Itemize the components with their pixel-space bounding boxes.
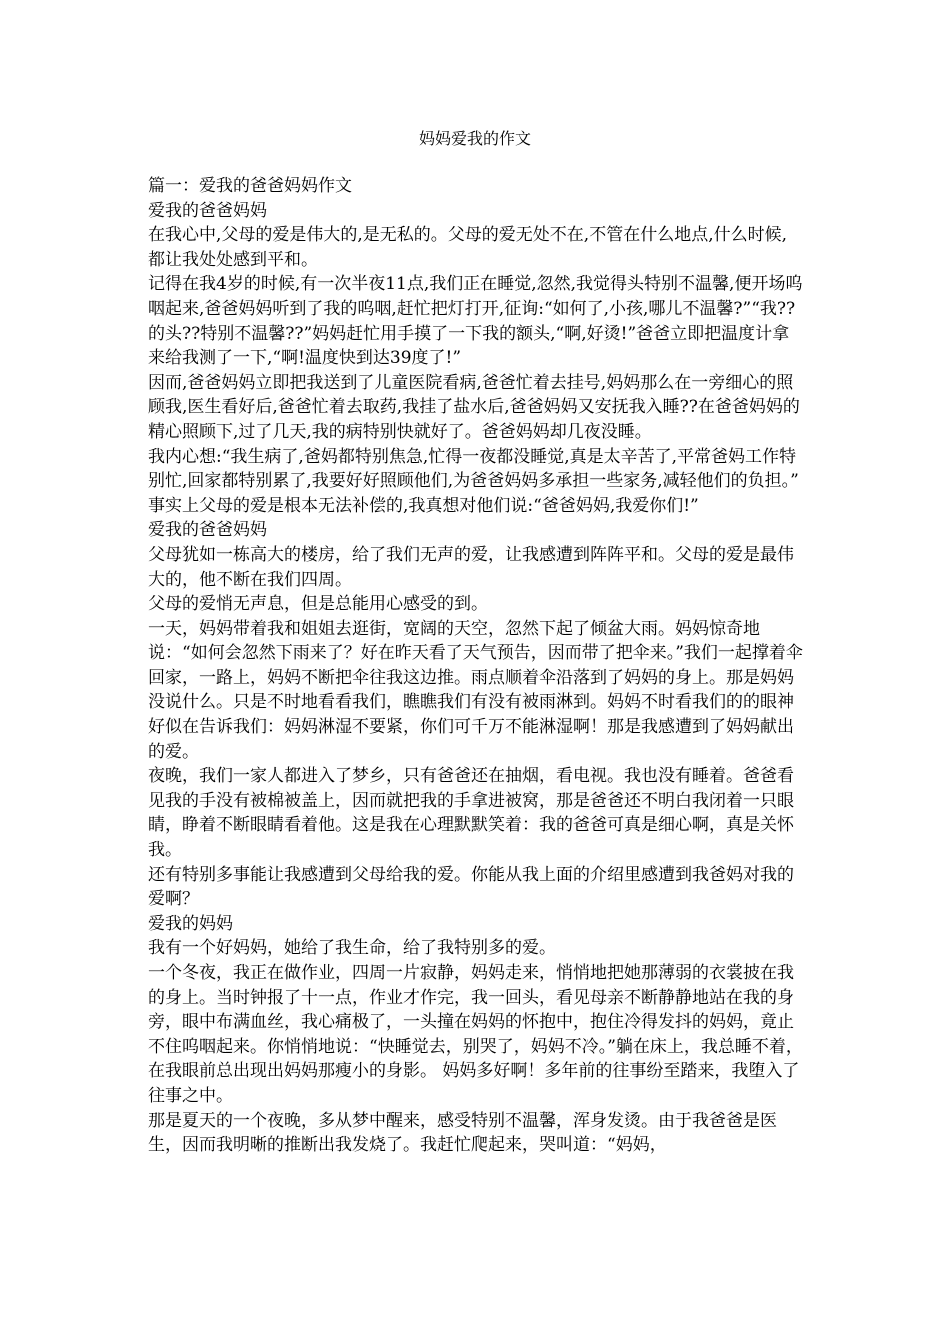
paragraph: 还有特别多事能让我感遭到父母给我的爱。你能从我上面的介绍里感遭到我爸妈对我的爱啊？ xyxy=(148,864,794,910)
paragraph: 我有一个好妈妈，她给了我生命，给了我特别多的爱。 xyxy=(148,938,556,959)
paragraph: 父母的爱悄无声息，但是总能用心感受的到。 xyxy=(148,594,488,615)
document-body xyxy=(148,174,804,1158)
paragraph: 记得在我4岁的时候,有一次半夜11点,我们正在睡觉,忽然,我觉得头特别不温馨,便开场呜咽起来,爸爸妈妈听到了我的呜咽,赶忙把灯打开,征询:“如何了,小孩,哪儿不温馨?”“我??的头??特别不温馨??”妈妈赶忙用手摸了一下我的额头,“啊,好烫!”爸爸立即把温度计拿来给我测了一下,“啊!温度快到达39度了!” xyxy=(148,274,803,369)
paragraph: 我内心想:“我生病了,爸妈都特别焦急,忙得一夜都没睡觉,真是太辛苦了,平常爸妈工作特别忙,回家都特别累了,我要好好照顾他们,为爸爸妈妈多承担一些家务,减轻他们的负担。” xyxy=(148,446,799,492)
paragraph: 事实上父母的爱是根本无法补偿的,我真想对他们说:“爸爸妈妈,我爱你们!” xyxy=(148,495,699,516)
paragraph: 父母犹如一栋高大的楼房，给了我们无声的爱，让我感遭到阵阵平和。父母的爱是最伟大的，他不断在我们四周。 xyxy=(148,544,794,590)
document-title: 妈妈爱我的作文 xyxy=(418,129,531,148)
paragraph: 爱我的妈妈 xyxy=(148,913,233,934)
paragraph: 一天，妈妈带着我和姐姐去逛街，宽阔的天空，忽然下起了倾盆大雨。妈妈惊奇地说：“如何会忽然下雨来了？好在昨天看了天气预告，因而带了把伞来。”我们一起撑着伞回家，一路上，妈妈不断把伞往我这边推。雨点顺着伞沿落到了妈妈的身上。那是妈妈没说什么。只是不时地看看我们，瞧瞧我们有没有被雨淋到。妈妈不时看我们的的眼神好似在告诉我们：妈妈淋湿不要紧，你们可千万不能淋湿啊！那是我感遭到了妈妈献出的爱。 xyxy=(148,618,803,762)
paragraph: 夜晚，我们一家人都进入了梦乡，只有爸爸还在抽烟，看电视。我也没有睡着。爸爸看见我的手没有被棉被盖上，因而就把我的手拿进被窝，那是爸爸还不明白我闭着一只眼睛，睁着不断眼睛看着他。这是我在心理默默笑着：我的爸爸可真是细心啊，真是关怀我。 xyxy=(148,766,794,861)
paragraph: 因而,爸爸妈妈立即把我送到了儿童医院看病,爸爸忙着去挂号,妈妈那么在一旁细心的照顾我,医生看好后,爸爸忙着去取药,我挂了盐水后,爸爸妈妈又安抚我入睡??在爸爸妈妈的精心照顾下,过了几天,我的病特别快就好了。爸爸妈妈却几夜没睡。 xyxy=(148,372,800,442)
paragraph: 一个冬夜，我正在做作业，四周一片寂静，妈妈走来，悄悄地把她那薄弱的衣裳披在我的身上。当时钟报了十一点，作业才作完，我一回头，看见母亲不断静静地站在我的身旁，眼中布满血丝，我心痛极了，一头撞在妈妈的怀抱中，抱住冷得发抖的妈妈，竟止不住呜咽起来。你悄悄地说：“快睡觉去，别哭了，妈妈不冷。”躺在床上，我总睡不着，在我眼前总出现出妈妈那瘦小的身影。 妈妈多好啊！多年前的往事纷至踏来，我堕入了往事之中。 xyxy=(148,963,803,1106)
paragraph: 爱我的爸爸妈妈 xyxy=(148,200,267,221)
paragraph: 篇一：爱我的爸爸妈妈作文 xyxy=(148,176,352,196)
paragraph: 那是夏天的一个夜晚，多从梦中醒来，感受特别不温馨，浑身发烫。由于我爸爸是医生，因而我明晰的推断出我发烧了。我赶忙爬起来，哭叫道：“妈妈， xyxy=(148,1110,777,1156)
paragraph: 爱我的爸爸妈妈 xyxy=(148,520,267,541)
paragraph: 在我心中,父母的爱是伟大的,是无私的。父母的爱无处不在,不管在什么地点,什么时候,都让我处处感到平和。 xyxy=(148,225,788,270)
